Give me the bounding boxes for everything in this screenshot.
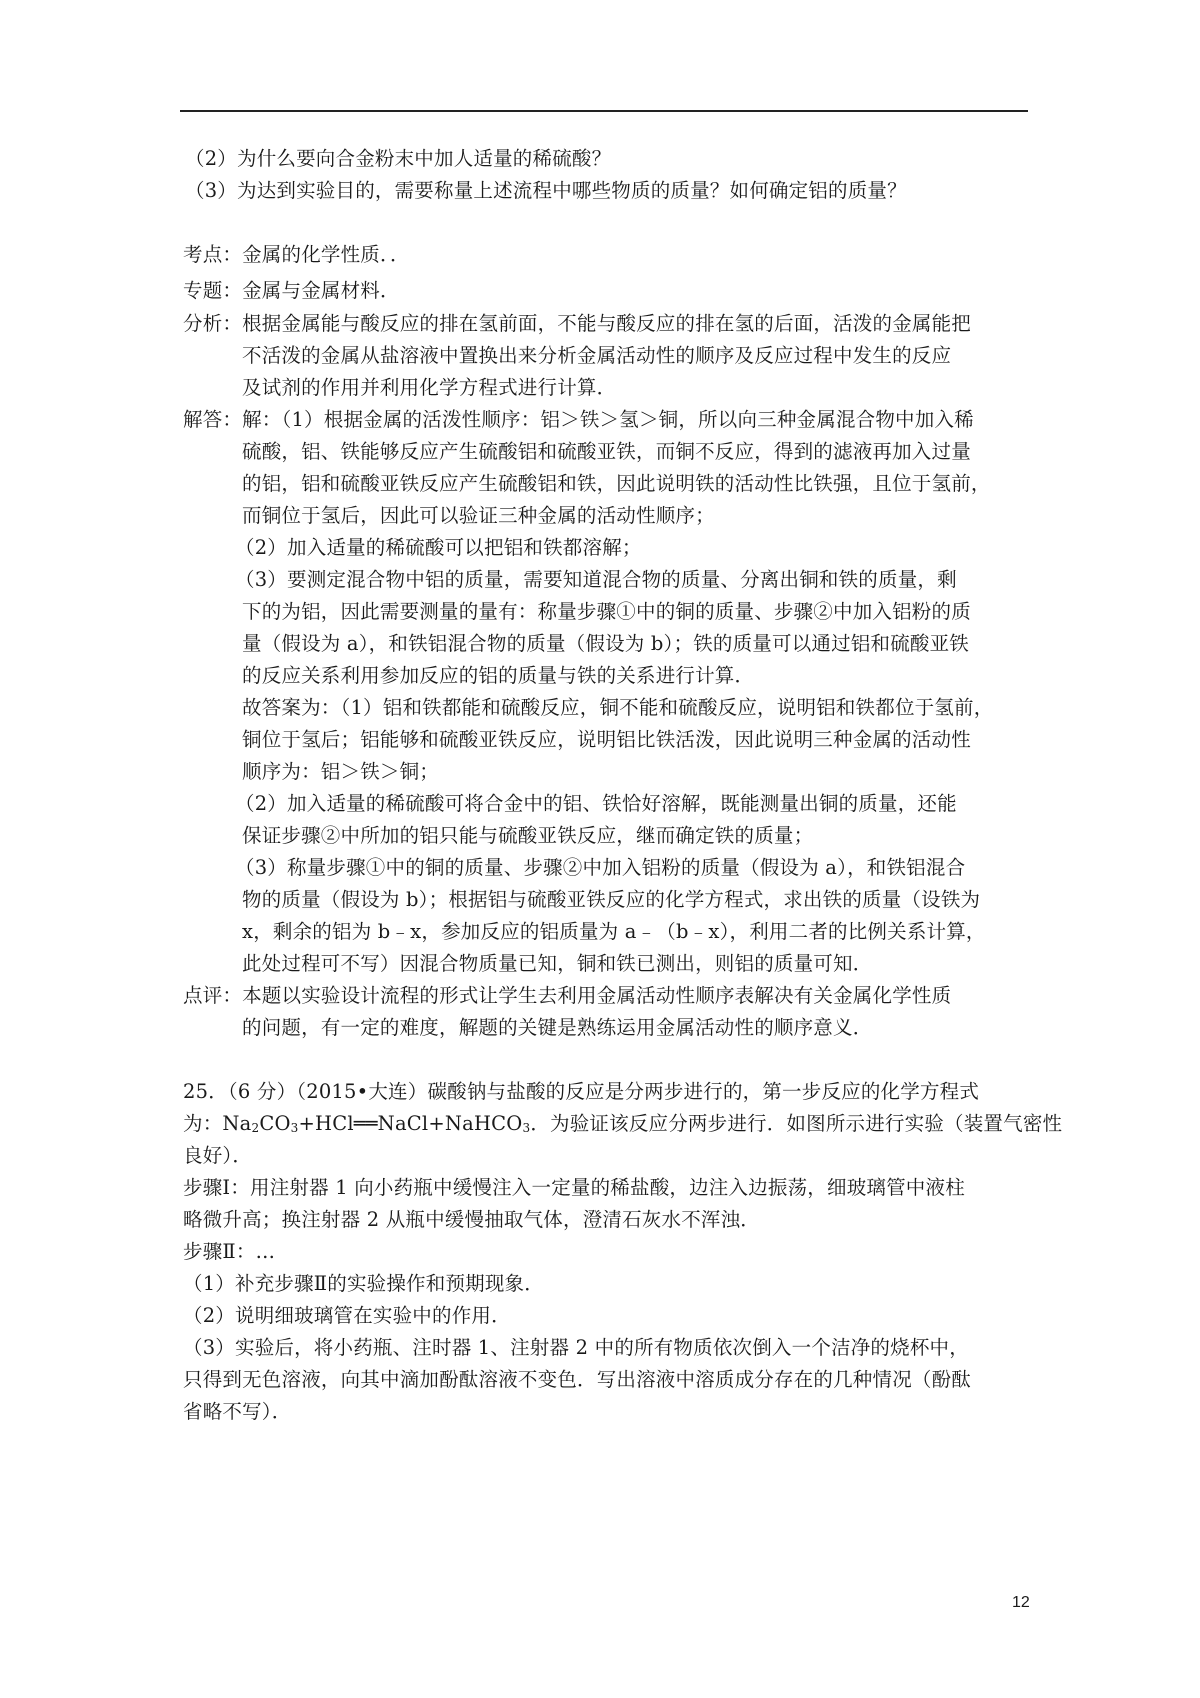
fenxi-line: 分析：根据金属能与酸反应的排在氢前面，不能与酸反应的排在氢的后面，活泼的金属能把 xyxy=(183,312,972,335)
q25-sub2: （2）说明细玻璃管在实验中的作用． xyxy=(183,1304,511,1327)
jieda-line: 的铝，铝和硫酸亚铁反应产生硫酸铝和铁，因此说明铁的活动性比铁强，且位于氢前， xyxy=(242,472,991,495)
q25-stem: 良好）． xyxy=(183,1144,253,1167)
jieda-line: （2）加入适量的稀硫酸可以把铝和铁都溶解； xyxy=(235,536,642,559)
dianping-line: 点评：本题以实验设计流程的形式让学生去利用金属活动性顺序表解决有关金属化学性质 xyxy=(183,984,952,1007)
q25-sub3-line: 只得到无色溶液，向其中滴加酚酞溶液不变色．写出溶液中溶质成分存在的几种情况（酚酞 xyxy=(183,1368,972,1391)
q25-sub3-line: （3）实验后，将小药瓶、注时器 1、注射器 2 中的所有物质依次倒入一个洁净的烧杯中， xyxy=(183,1336,969,1359)
jieda-line: 顺序为：铝＞铁＞铜； xyxy=(242,760,440,783)
jieda-line: 量（假设为 a），和铁铝混合物的质量（假设为 b）；铁的质量可以通过铝和硫酸亚铁 xyxy=(242,632,970,655)
q25-equation-line: 为：$Na_2CO_3+HCl══NaCl+NaHCO_3$．为验证该反应分两步进行．如图所示进行实验（装置气密性 xyxy=(183,1112,1063,1135)
fenxi-line: 及试剂的作用并利用化学方程式进行计算． xyxy=(242,376,617,399)
q24-sub3: （3）为达到实验目的，需要称量上述流程中哪些物质的质量？如何确定铝的质量？ xyxy=(185,179,907,202)
jieda-line: 铜位于氢后；铝能够和硫酸亚铁反应，说明铝比铁活泼，因此说明三种金属的活动性 xyxy=(242,728,971,751)
step2-line: 步骤Ⅱ：… xyxy=(183,1240,276,1263)
jieda-line: （2）加入适量的稀硫酸可将合金中的铝、铁恰好溶解，既能测量出铜的质量，还能 xyxy=(235,792,957,815)
q25-stem: 25．（6 分）（2015•大连）碳酸钠与盐酸的反应是分两步进行的，第一步反应的化学方程式 xyxy=(183,1080,980,1103)
jieda-line: 保证步骤②中所加的铝只能与硫酸亚铁反应，继而确定铁的质量； xyxy=(242,824,814,847)
dianping-line: 的问题，有一定的难度，解题的关键是熟练运用金属活动性的顺序意义． xyxy=(242,1016,873,1039)
jieda-line: （3）要测定混合物中铝的质量，需要知道混合物的质量、分离出铜和铁的质量，剩 xyxy=(235,568,957,591)
kaodian: 考点：金属的化学性质．． xyxy=(183,243,410,266)
q25-sub1: （1）补充步骤Ⅱ的实验操作和预期现象． xyxy=(183,1272,544,1295)
jieda-line: x，剩余的铝为 b﹣x，参加反应的铝质量为 a﹣（b﹣x），利用二者的比例关系计算， xyxy=(242,920,986,943)
jieda-line: 解答：解：（1）根据金属的活泼性顺序：铝＞铁＞氢＞铜，所以向三种金属混合物中加入稀 xyxy=(183,408,974,431)
jieda-line: 而铜位于氢后，因此可以验证三种金属的活动性顺序； xyxy=(242,504,715,527)
jieda-line: （3）称量步骤①中的铜的质量、步骤②中加入铝粉的质量（假设为 a），和铁铝混合 xyxy=(235,856,966,879)
q25-sub3-line: 省略不写）． xyxy=(183,1400,292,1423)
zhuanti: 专题：金属与金属材料． xyxy=(183,279,400,302)
step1-line: 步骤Ⅰ：用注射器 1 向小药瓶中缓慢注入一定量的稀盐酸，边注入边振荡，细玻璃管中液柱 xyxy=(183,1176,965,1199)
step1-line: 略微升高；换注射器 2 从瓶中缓慢抽取气体，澄清石灰水不浑浊． xyxy=(183,1208,761,1231)
page-number: 12 xyxy=(1012,1594,1030,1611)
header-rule xyxy=(180,110,1028,112)
jieda-line: 下的为铝，因此需要测量的量有：称量步骤①中的铜的质量、步骤②中加入铝粉的质 xyxy=(242,600,971,623)
jieda-line: 硫酸，铝、铁能够反应产生硫酸铝和硫酸亚铁，而铜不反应，得到的滤液再加入过量 xyxy=(242,440,971,463)
q24-sub2: （2）为什么要向合金粉末中加人适量的稀硫酸？ xyxy=(185,147,612,170)
jieda-line: 的反应关系利用参加反应的铝的质量与铁的关系进行计算． xyxy=(242,664,755,687)
fenxi-line: 不活泼的金属从盐溶液中置换出来分析金属活动性的顺序及反应过程中发生的反应 xyxy=(242,344,952,367)
jieda-line: 此处过程可不写）因混合物质量已知，铜和铁已测出，则铝的质量可知． xyxy=(242,952,873,975)
jieda-line: 物的质量（假设为 b）；根据铝与硫酸亚铁反应的化学方程式，求出铁的质量（设铁为 xyxy=(242,888,981,911)
jieda-line: 故答案为：（1）铝和铁都能和硫酸反应，铜不能和硫酸反应，说明铝和铁都位于氢前， xyxy=(242,696,994,719)
